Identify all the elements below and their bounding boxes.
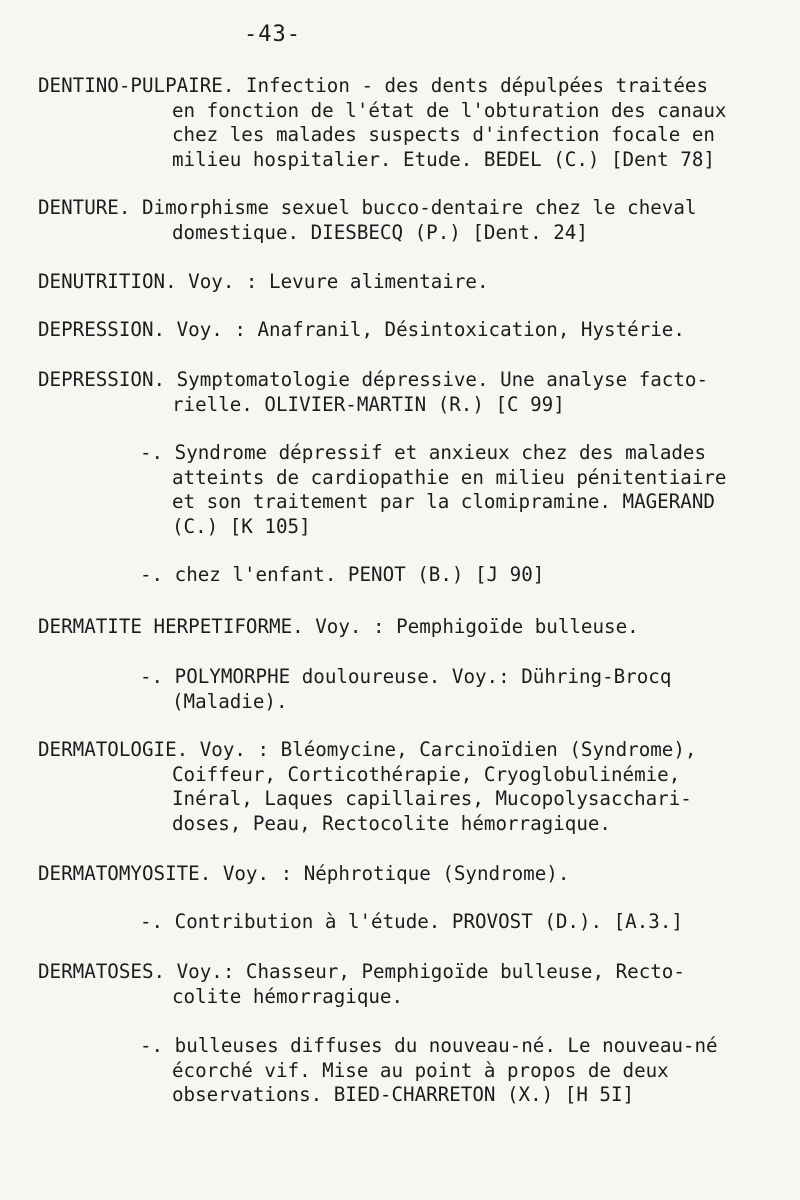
- entry-line: Coiffeur, Corticothérapie, Cryoglobulinémie,: [172, 762, 681, 786]
- entry-line: écorché vif. Mise au point à propos de deux: [172, 1058, 669, 1082]
- index-entry-dermatite-herpetiforme: [38, 615, 773, 640]
- entry-line: Inéral, Laques capillaires, Mucopolysacchari-: [172, 787, 692, 810]
- entry-line: (C.) [K 105]: [172, 514, 311, 538]
- index-entry-depression: [38, 368, 773, 417]
- index-entry-dermatologie: [38, 738, 773, 836]
- index-entry-dentino-pulpaire: [38, 74, 773, 172]
- index-subentry-polymorphe: [38, 665, 773, 714]
- entry-line: DERMATOSES. Voy.: Chasseur, Pemphigoïde bulleuse, Recto-: [38, 960, 685, 983]
- index-entry-denutrition: [38, 270, 773, 295]
- index-subentry-syndrome-depressif: [38, 441, 773, 539]
- entry-line: chez les malades suspects d'infection focale en: [172, 123, 715, 146]
- index-entry-dermatoses: [38, 960, 773, 1009]
- entry-line: -. bulleuses diffuses du nouveau-né. Le nouveau-né: [140, 1034, 718, 1057]
- entry-line: DENTURE. Dimorphisme sexuel bucco-dentaire chez le cheval: [38, 196, 697, 219]
- entry-line: (Maladie).: [172, 689, 288, 713]
- entry-line: colite hémorragique.: [172, 984, 404, 1008]
- entry-line: DERMATOLOGIE. Voy. : Bléomycine, Carcinoïdien (Syndrome),: [38, 738, 697, 761]
- index-entry-depression-voy: [38, 318, 773, 343]
- entry-line: atteints de cardiopathie en milieu pénitentiaire: [172, 465, 727, 489]
- index-entry-dermatomyosite: [38, 862, 773, 887]
- index-subentry-enfant: [38, 563, 773, 588]
- entry-line: en fonction de l'état de l'obturation des canaux: [172, 98, 727, 122]
- entry-line: DENUTRITION. Voy. : Levure alimentaire.: [38, 270, 489, 293]
- entry-line: -. Syndrome dépressif et anxieux chez des malades: [140, 441, 707, 464]
- entry-line: doses, Peau, Rectocolite hémorragique.: [172, 811, 611, 835]
- index-entry-denture: [38, 196, 773, 245]
- entry-line: DEPRESSION. Voy. : Anafranil, Désintoxication, Hystérie.: [38, 318, 685, 341]
- entry-line: rielle. OLIVIER-MARTIN (R.) [C 99]: [172, 392, 565, 416]
- index-subentry-bulleuses: [38, 1034, 773, 1108]
- entry-line: domestique. DIESBECQ (P.) [Dent. 24]: [172, 220, 588, 244]
- entry-line: observations. BIED-CHARRETON (X.) [H 5I]: [172, 1083, 635, 1106]
- entry-line: DERMATITE HERPETIFORME. Voy. : Pemphigoïde bulleuse.: [38, 615, 639, 638]
- entry-line: milieu hospitalier. Etude. BEDEL (C.) [Dent 78]: [172, 147, 715, 171]
- entry-line: -. POLYMORPHE douloureuse. Voy.: Dühring-Brocq: [140, 665, 672, 688]
- entry-line: -. Contribution à l'étude. PROVOST (D.). [A.3.]: [140, 910, 683, 933]
- index-subentry-contribution: [38, 910, 773, 935]
- entry-line: DENTINO-PULPAIRE. Infection - des dents dépulpées traitées: [38, 74, 709, 97]
- entry-line: DERMATOMYOSITE. Voy. : Néphrotique (Syndrome).: [38, 862, 570, 885]
- entry-line: et son traitement par la clomipramine. MAGERAND: [172, 490, 715, 513]
- entry-line: DEPRESSION. Symptomatologie dépressive. Une analyse facto-: [38, 368, 709, 391]
- page-number: -43-: [244, 22, 301, 47]
- entry-line: -. chez l'enfant. PENOT (B.) [J 90]: [140, 563, 545, 586]
